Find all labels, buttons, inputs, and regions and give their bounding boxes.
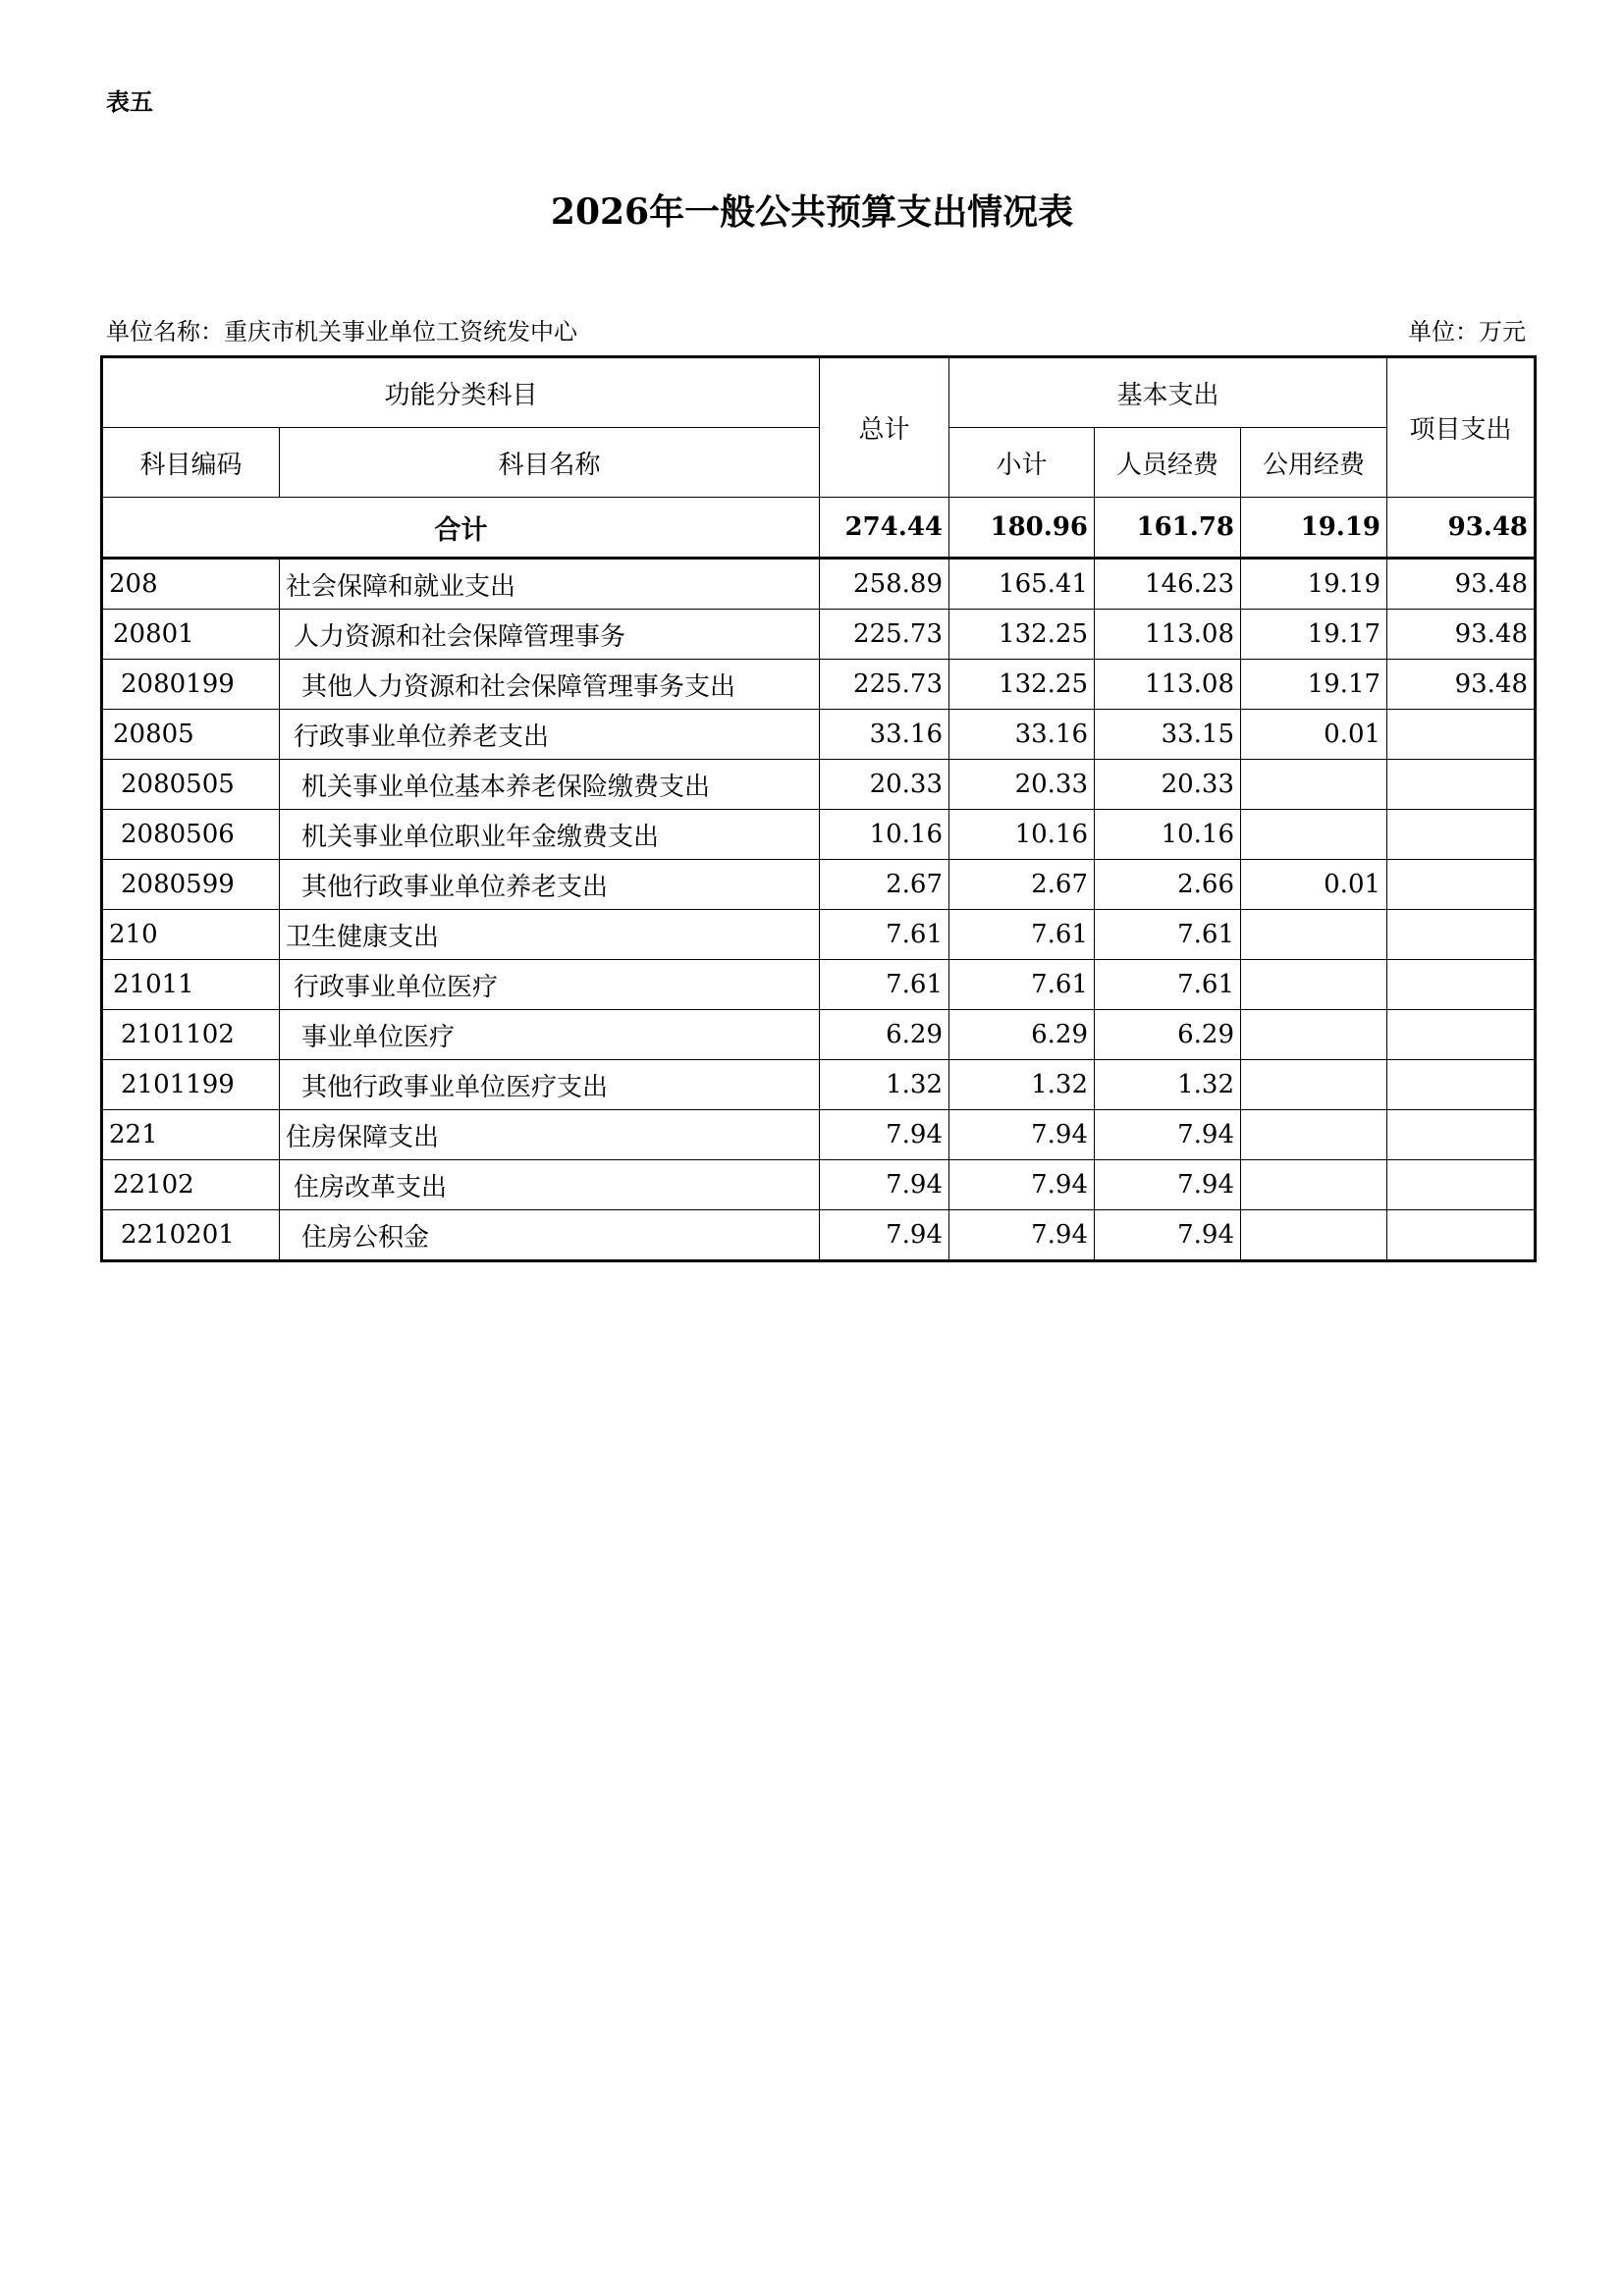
row-subtotal: 7.94 <box>949 1110 1095 1160</box>
table-row <box>102 559 1536 610</box>
row-public <box>1241 760 1387 810</box>
table-row <box>102 1060 1536 1110</box>
table-row <box>102 1210 1536 1261</box>
total-public: 19.19 <box>1241 498 1387 559</box>
total-personnel: 161.78 <box>1095 498 1241 559</box>
row-name: 其他行政事业单位医疗支出 <box>280 1060 820 1110</box>
table-row <box>102 1010 1536 1060</box>
total-subtotal: 180.96 <box>949 498 1095 559</box>
row-subtotal: 20.33 <box>949 760 1095 810</box>
row-subtotal: 7.94 <box>949 1160 1095 1210</box>
row-total: 6.29 <box>820 1010 949 1060</box>
row-personnel: 113.08 <box>1095 660 1241 710</box>
budget-table <box>100 355 1537 1262</box>
row-personnel: 6.29 <box>1095 1010 1241 1060</box>
table-row <box>102 660 1536 710</box>
row-public <box>1241 910 1387 960</box>
row-subtotal: 2.67 <box>949 860 1095 910</box>
table-row <box>102 810 1536 860</box>
row-subtotal: 7.94 <box>949 1210 1095 1261</box>
row-personnel: 1.32 <box>1095 1060 1241 1110</box>
row-project <box>1387 1110 1536 1160</box>
header-category: 功能分类科目 <box>102 357 820 428</box>
row-project <box>1387 910 1536 960</box>
row-total: 258.89 <box>820 559 949 610</box>
row-total: 7.61 <box>820 910 949 960</box>
row-public: 19.17 <box>1241 660 1387 710</box>
page-title: 2026年一般公共预算支出情况表 <box>550 191 1074 233</box>
row-public <box>1241 1110 1387 1160</box>
row-personnel: 10.16 <box>1095 810 1241 860</box>
table-row <box>102 960 1536 1010</box>
unit-label: 单位：万元 <box>1408 318 1526 346</box>
row-name: 社会保障和就业支出 <box>280 559 820 610</box>
row-total: 10.16 <box>820 810 949 860</box>
row-public: 0.01 <box>1241 860 1387 910</box>
row-total: 20.33 <box>820 760 949 810</box>
table-row <box>102 710 1536 760</box>
row-personnel: 146.23 <box>1095 559 1241 610</box>
row-code: 2080506 <box>102 810 280 860</box>
row-project <box>1387 710 1536 760</box>
row-project: 93.48 <box>1387 559 1536 610</box>
row-public: 0.01 <box>1241 710 1387 760</box>
row-total: 33.16 <box>820 710 949 760</box>
row-code: 2101199 <box>102 1060 280 1110</box>
unit-name: 单位名称：重庆市机关事业单位工资统发中心 <box>106 318 577 346</box>
row-name: 事业单位医疗 <box>280 1010 820 1060</box>
row-total: 225.73 <box>820 660 949 710</box>
row-code: 2080505 <box>102 760 280 810</box>
row-personnel: 7.94 <box>1095 1210 1241 1261</box>
row-project <box>1387 960 1536 1010</box>
header-personnel: 人员经费 <box>1095 428 1241 498</box>
header-total: 总计 <box>820 357 949 498</box>
total-label: 合计 <box>102 498 820 559</box>
row-project: 93.48 <box>1387 660 1536 710</box>
row-code: 21011 <box>102 960 280 1010</box>
row-personnel: 2.66 <box>1095 860 1241 910</box>
row-name: 住房公积金 <box>280 1210 820 1261</box>
row-public <box>1241 810 1387 860</box>
row-total: 225.73 <box>820 610 949 660</box>
row-public: 19.17 <box>1241 610 1387 660</box>
row-total: 7.94 <box>820 1160 949 1210</box>
row-total: 7.61 <box>820 960 949 1010</box>
row-subtotal: 7.61 <box>949 960 1095 1010</box>
row-project <box>1387 860 1536 910</box>
row-personnel: 113.08 <box>1095 610 1241 660</box>
row-total: 1.32 <box>820 1060 949 1110</box>
table-row <box>102 610 1536 660</box>
row-subtotal: 6.29 <box>949 1010 1095 1060</box>
row-subtotal: 1.32 <box>949 1060 1095 1110</box>
header-basic: 基本支出 <box>949 357 1387 428</box>
row-total: 2.67 <box>820 860 949 910</box>
row-subtotal: 165.41 <box>949 559 1095 610</box>
row-public: 19.19 <box>1241 559 1387 610</box>
row-subtotal: 10.16 <box>949 810 1095 860</box>
row-project <box>1387 1210 1536 1261</box>
row-project: 93.48 <box>1387 610 1536 660</box>
header-public: 公用经费 <box>1241 428 1387 498</box>
row-project <box>1387 1010 1536 1060</box>
row-subtotal: 33.16 <box>949 710 1095 760</box>
row-name: 行政事业单位医疗 <box>280 960 820 1010</box>
row-public <box>1241 1210 1387 1261</box>
total-total: 274.44 <box>820 498 949 559</box>
row-total: 7.94 <box>820 1210 949 1261</box>
row-code: 20805 <box>102 710 280 760</box>
row-code: 210 <box>102 910 280 960</box>
row-public <box>1241 1160 1387 1210</box>
total-row <box>102 498 1536 559</box>
row-project <box>1387 1160 1536 1210</box>
row-name: 机关事业单位职业年金缴费支出 <box>280 810 820 860</box>
row-name: 住房改革支出 <box>280 1160 820 1210</box>
total-project: 93.48 <box>1387 498 1536 559</box>
row-code: 2101102 <box>102 1010 280 1060</box>
row-name: 机关事业单位基本养老保险缴费支出 <box>280 760 820 810</box>
row-subtotal: 132.25 <box>949 660 1095 710</box>
row-public <box>1241 1010 1387 1060</box>
row-code: 20801 <box>102 610 280 660</box>
row-name: 卫生健康支出 <box>280 910 820 960</box>
table-row <box>102 910 1536 960</box>
row-name: 其他行政事业单位养老支出 <box>280 860 820 910</box>
row-personnel: 7.61 <box>1095 910 1241 960</box>
row-name: 住房保障支出 <box>280 1110 820 1160</box>
row-total: 7.94 <box>820 1110 949 1160</box>
row-project <box>1387 1060 1536 1110</box>
header-project: 项目支出 <box>1387 357 1536 498</box>
row-code: 22102 <box>102 1160 280 1210</box>
header-code: 科目编码 <box>102 428 280 498</box>
row-personnel: 7.61 <box>1095 960 1241 1010</box>
row-name: 人力资源和社会保障管理事务 <box>280 610 820 660</box>
header-subtotal: 小计 <box>949 428 1095 498</box>
header-name: 科目名称 <box>280 428 820 498</box>
row-personnel: 33.15 <box>1095 710 1241 760</box>
table-row <box>102 760 1536 810</box>
row-code: 221 <box>102 1110 280 1160</box>
row-name: 其他人力资源和社会保障管理事务支出 <box>280 660 820 710</box>
row-name: 行政事业单位养老支出 <box>280 710 820 760</box>
row-code: 2210201 <box>102 1210 280 1261</box>
table-row <box>102 860 1536 910</box>
row-project <box>1387 760 1536 810</box>
row-project <box>1387 810 1536 860</box>
table-label: 表五 <box>106 88 153 116</box>
table-row <box>102 1160 1536 1210</box>
row-public <box>1241 1060 1387 1110</box>
row-personnel: 7.94 <box>1095 1110 1241 1160</box>
row-code: 2080599 <box>102 860 280 910</box>
row-code: 208 <box>102 559 280 610</box>
row-code: 2080199 <box>102 660 280 710</box>
row-personnel: 7.94 <box>1095 1160 1241 1210</box>
row-personnel: 20.33 <box>1095 760 1241 810</box>
row-subtotal: 7.61 <box>949 910 1095 960</box>
table-row <box>102 1110 1536 1160</box>
row-public <box>1241 960 1387 1010</box>
row-subtotal: 132.25 <box>949 610 1095 660</box>
